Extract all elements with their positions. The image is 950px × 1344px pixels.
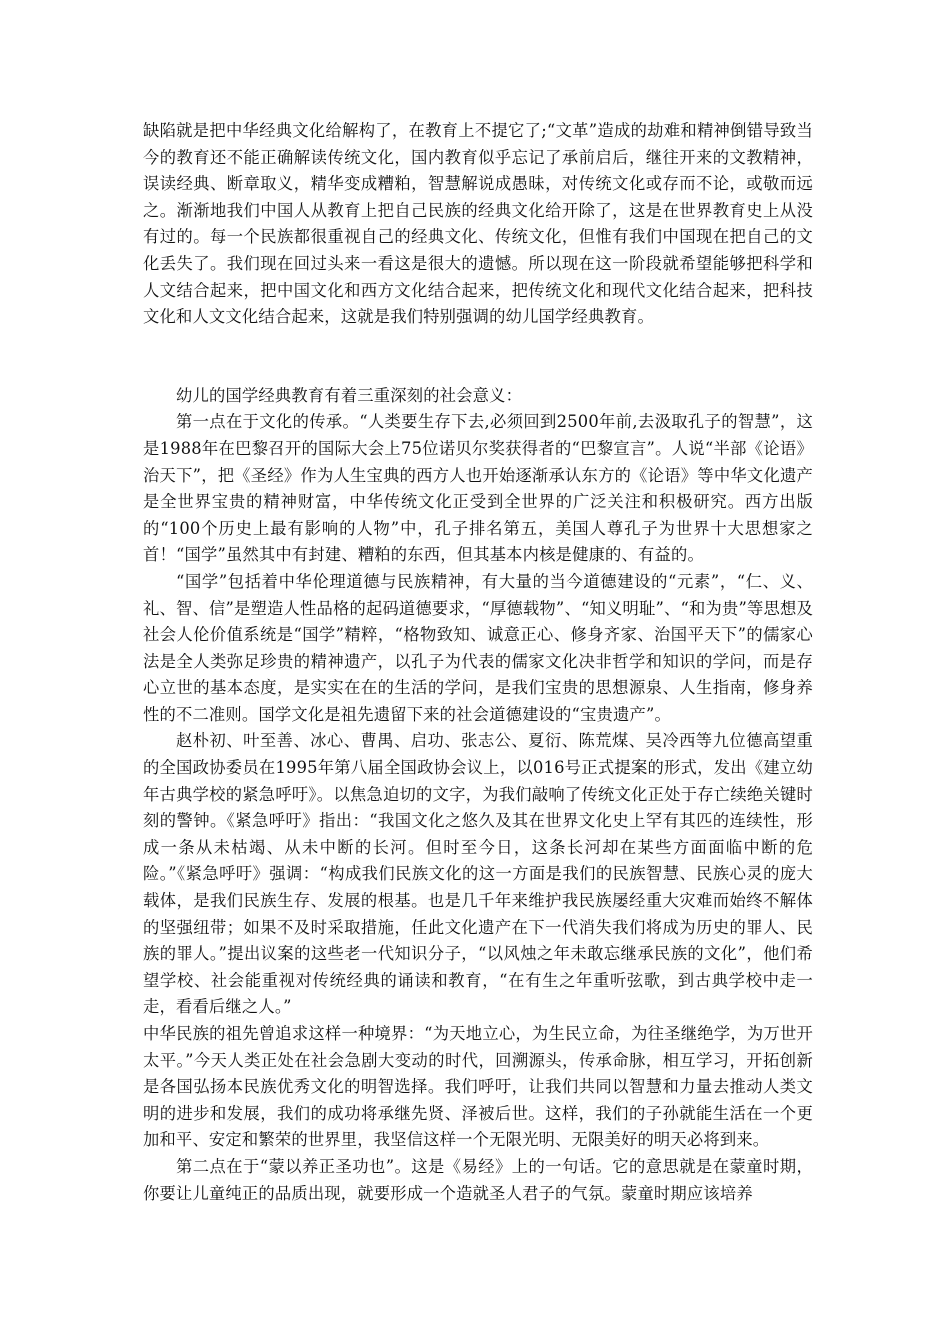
paragraph-6: 中华民族的祖先曾追求这样一种境界：“为天地立心，为生民立命，为往圣继绝学，为万世开太平。”今天人类正处在社会急剧大变动的时代，回溯源头，传承命脉，相互学习，开拓创新是各国弘扬本民族优秀文化的明智选择。我们呼吁，让我们共同以智慧和力量去推动人类文明的进步和发展，我们的成功将承继先贤、泽被后世。这样，我们的子孙就能生活在一个更加和平、安定和繁荣的世界里，我坚信这样一个无限光明、无限美好的明天必将到来。 [143,1024,813,1150]
paragraph-7: 第二点在于“蒙以养正圣功也”。这是《易经》上的一句话。它的意思就是在蒙童时期，你要让儿童纯正的品质出现，就要形成一个造就圣人君子的气氛。蒙童时期应该培养 [143,1156,813,1203]
paragraph-4: “国学”包括着中华伦理道德与民族精神，有大量的当今道德建设的“元素”，“仁、义、礼、智、信”是塑造人性品格的起码道德要求，“厚德载物”、“知义明耻”、“和为贵”等思想及社会人伦价值系统是“国学”精粹，“格物致知、诚意正心、修身齐家、治国平天下”的儒家心法是全人类弥足珍贵的精神遗产，以孔子为代表的儒家文化决非哲学和知识的学问，而是存心立世的基本态度，是实实在在的生活的学问，是我们宝贵的思想源泉、人生指南，修身养性的不二准则。国学文化是祖先遗留下来的社会道德建设的“宝贵遗产”。 [143,571,813,724]
paragraph-1: 缺陷就是把中华经典文化给解构了，在教育上不提它了;“文革”造成的劫难和精神倒错导致当今的教育还不能正确解读传统文化，国内教育似乎忘记了承前启后，继往开来的文教精神，误读经典、断章取义，精华变成糟粕，智慧解说成愚昧，对传统文化或存而不论，或敬而远之。渐渐地我们中国人从教育上把自己民族的经典文化给开除了，这是在世界教育史上从没有过的。每一个民族都很重视自己的经典文化、传统文化，但惟有我们中国现在把自己的文化丢失了。我们现在回过头来一看这是很大的遗憾。所以现在这一阶段就希望能够把科学和人文结合起来，把中国文化和西方文化结合起来，把传统文化和现代文化结合起来，把科技文化和人文文化结合起来，这就是我们特别强调的幼儿国学经典教育。 [143,121,813,327]
paragraph-3: 第一点在于文化的传承。“人类要生存下去,必须回到2500年前,去汲取孔子的智慧”，这是1988年在巴黎召开的国际大会上75位诺贝尔奖获得者的“巴黎宣言”。人说“半部《论语》治天下”，把《圣经》作为人生宝典的西方人也开始逐渐承认东方的《论语》等中华文化遗产是全世界宝贵的精神财富，中华传统文化正受到全世界的广泛关注和积极研究。西方出版的“100个历史上最有影响的人物”中，孔子排名第五，美国人尊孔子为世界十大思想家之首！“国学”虽然其中有封建、糟粕的东西，但其基本内核是健康的、有益的。 [143,412,813,565]
paragraph-2: 幼儿的国学经典教育有着三重深刻的社会意义： [176,385,523,405]
document-body [143,118,813,1207]
paragraph-5: 赵朴初、叶至善、冰心、曹禺、启功、张志公、夏衍、陈荒煤、吴冷西等九位德高望重的全国政协委员在1995年第八届全国政协会议上，以016号正式提案的形式，发出《建立幼年古典学校的紧急呼吁》。以焦急迫切的文字，为我们敲响了传统文化正处于存亡续绝关键时刻的警钟。《紧急呼吁》指出：“我国文化之悠久及其在世界文化史上罕有其匹的连续性，形成一条从未枯竭、从未中断的长河。但时至今日，这条长河却在某些方面面临中断的危险。”《紧急呼吁》强调：“构成我们民族文化的这一方面是我们的民族智慧、民族心灵的庞大载体，是我们民族生存、发展的根基。也是几千年来维护我民族屡经重大灾难而始终不解体的坚强纽带；如果不及时采取措施，任此文化遗产在下一代消失我们将成为历史的罪人、民族的罪人。”提出议案的这些老一代知识分子，“以风烛之年未敢忘继承民族的文化”，他们希望学校、社会能重视对传统经典的诵读和教育，“在有生之年重听弦歌，到古典学校中走一走，看看后继之人。” [143,731,813,1017]
